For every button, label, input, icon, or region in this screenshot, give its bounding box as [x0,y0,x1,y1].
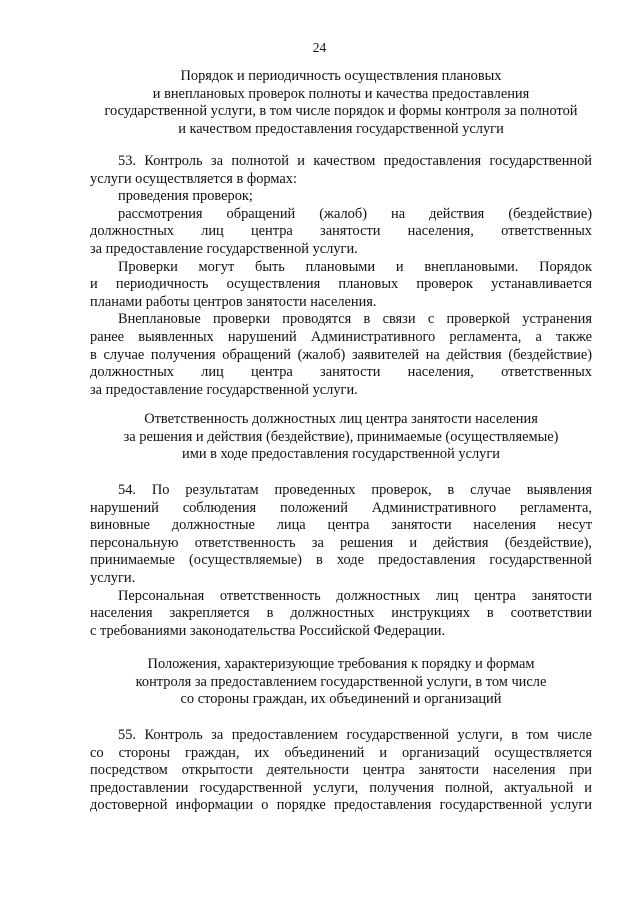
heading-line: за решения и действия (бездействие), принимаемые (осуществляемые) [123,428,559,445]
text-line: населения закрепляется в должностных инструкциях в соответствии [90,605,592,622]
heading-line: со стороны граждан, их объединений и организаций [180,691,502,708]
heading-line: Порядок и периодичность осуществления плановых [180,68,502,84]
heading-line: Положения, характеризующие требования к порядку и формам [147,656,535,672]
text-line: виновные должностные лица центра занятости населения несут [90,517,592,534]
section-body-checks [90,153,592,399]
section-heading-citizen-control [90,656,592,709]
text-line: со стороны граждан, их объединений и организаций осуществляется [90,744,592,761]
text-line: и периодичность осуществления плановых проверок устанавливается [90,276,592,293]
text-line: посредством открытости деятельности центра занятости населения при [90,762,592,779]
text-line: 54. По результатам проведенных проверок, в случае выявления [118,482,592,498]
section-body-responsibility [90,482,592,640]
text-line: принимаемые (осуществляемые) в ходе предоставления государственной [90,552,592,569]
paragraph-55 [90,727,592,815]
paragraph-54 [90,482,592,588]
paragraph-planned-checks [90,259,592,312]
text-line: в случае получения обращений (жалоб) заявителей на действия (бездействие) [90,346,592,363]
paragraph-checks-form [90,188,592,206]
text-line: Проверки могут быть плановыми и внеплановыми. Порядок [118,258,592,275]
text-line: 53. Контроль за полнотой и качеством предоставления государственной [118,153,592,169]
text-line: Внеплановые проверки проводятся в связи с проверкой устранения [118,311,592,328]
text-line: достоверной информации о порядке предоставления государственной услуги [90,797,592,814]
paragraph-complaints-form [90,206,592,259]
text-line: должностных лиц центра занятости населения, ответственных [90,364,592,381]
text-line: с требованиями законодательства Российской Федерации. [90,622,446,639]
paragraph-53 [90,153,592,188]
heading-line: и качеством предоставления государственной услуги [178,120,504,137]
page-number: 24 [312,40,327,55]
text-line: услуги осуществляется в формах: [90,170,297,187]
heading-line: Ответственность должностных лиц центра занятости населения [144,411,538,427]
heading-line: контроля за предоставлением государственной услуги, в том числе [135,673,547,690]
text-line: персональную ответственность за решения и действия (бездействие), [90,534,592,551]
text-line: предоставлении государственной услуги, получения полной, актуальной и [90,779,592,796]
text-line: проведения проверок; [118,188,253,205]
section-heading-checks [90,68,592,138]
text-line: планами работы центров занятости населения. [90,293,377,310]
section-heading-responsibility [90,411,592,464]
heading-line: государственной услуги, в том числе порядок и формы контроля за полнотой [104,103,578,120]
text-line: ранее выявленных нарушений Административного регламента, а также [90,328,592,345]
section-body-citizen-control [90,727,592,815]
text-line: за предоставление государственной услуги. [90,240,358,257]
paragraph-unplanned-checks [90,311,592,399]
text-line: за предоставление государственной услуги. [90,381,358,398]
text-line: Персональная ответственность должностных лиц центра занятости [118,587,592,604]
text-line: нарушений соблюдения положений Административного регламента, [90,499,592,516]
text-line: рассмотрения обращений (жалоб) на действия (бездействие) [118,205,592,222]
heading-line: ими в ходе предоставления государственной услуги [182,446,500,463]
heading-line: и внеплановых проверок полноты и качества предоставления [152,85,530,102]
paragraph-personal-responsibility [90,588,592,641]
text-line: 55. Контроль за предоставлением государственной услуги, в том числе [118,727,592,743]
text-line: должностных лиц центра занятости населения, ответственных [90,223,592,240]
text-line: услуги. [90,569,136,586]
